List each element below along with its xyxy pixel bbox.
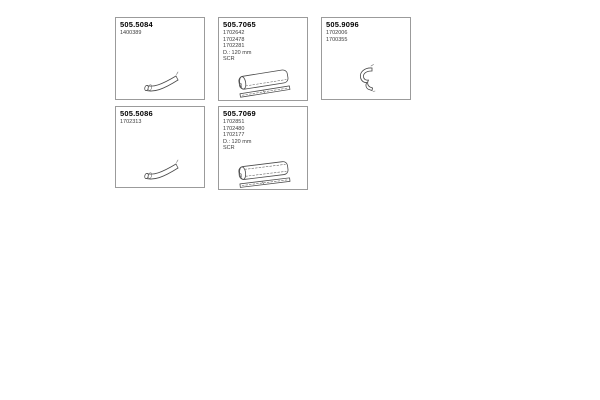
part-number: 505.5086 (120, 109, 153, 118)
muffler-drawing (232, 156, 296, 192)
part-number: 505.9096 (326, 20, 359, 29)
oe-number: 1400389 (120, 30, 142, 36)
part-cell-505-7069[interactable] (218, 106, 308, 190)
part-cell-505-5086[interactable] (115, 106, 205, 188)
muffler-drawing (232, 64, 296, 100)
part-number: 505.5084 (120, 20, 153, 29)
curved-hose-drawing (354, 63, 380, 95)
spec-code: SCR (223, 56, 235, 63)
bent-pipe-drawing (140, 158, 186, 185)
oe-number: 1702478 (223, 36, 245, 43)
oe-number: 1702851 (223, 119, 245, 125)
oe-number: 1702642 (223, 30, 245, 36)
part-number: 505.7069 (223, 109, 256, 118)
dimension: D.: 120 mm (223, 138, 252, 145)
part-number: 505.7065 (223, 20, 256, 29)
oe-number: 1702006 (326, 30, 348, 36)
part-cell-505-9096[interactable] (321, 17, 411, 100)
dimension: D.: 120 mm (223, 49, 252, 56)
oe-number: 1702480 (223, 125, 245, 132)
bent-pipe-drawing (140, 70, 186, 97)
oe-number: 1702313 (120, 119, 142, 125)
oe-number: 1702177 (223, 132, 245, 139)
oe-number: 1702281 (223, 43, 245, 50)
part-cell-505-7065[interactable] (218, 17, 308, 101)
part-cell-505-5084[interactable] (115, 17, 205, 100)
oe-number: 1700355 (326, 36, 348, 43)
spec-code: SCR (223, 145, 235, 152)
